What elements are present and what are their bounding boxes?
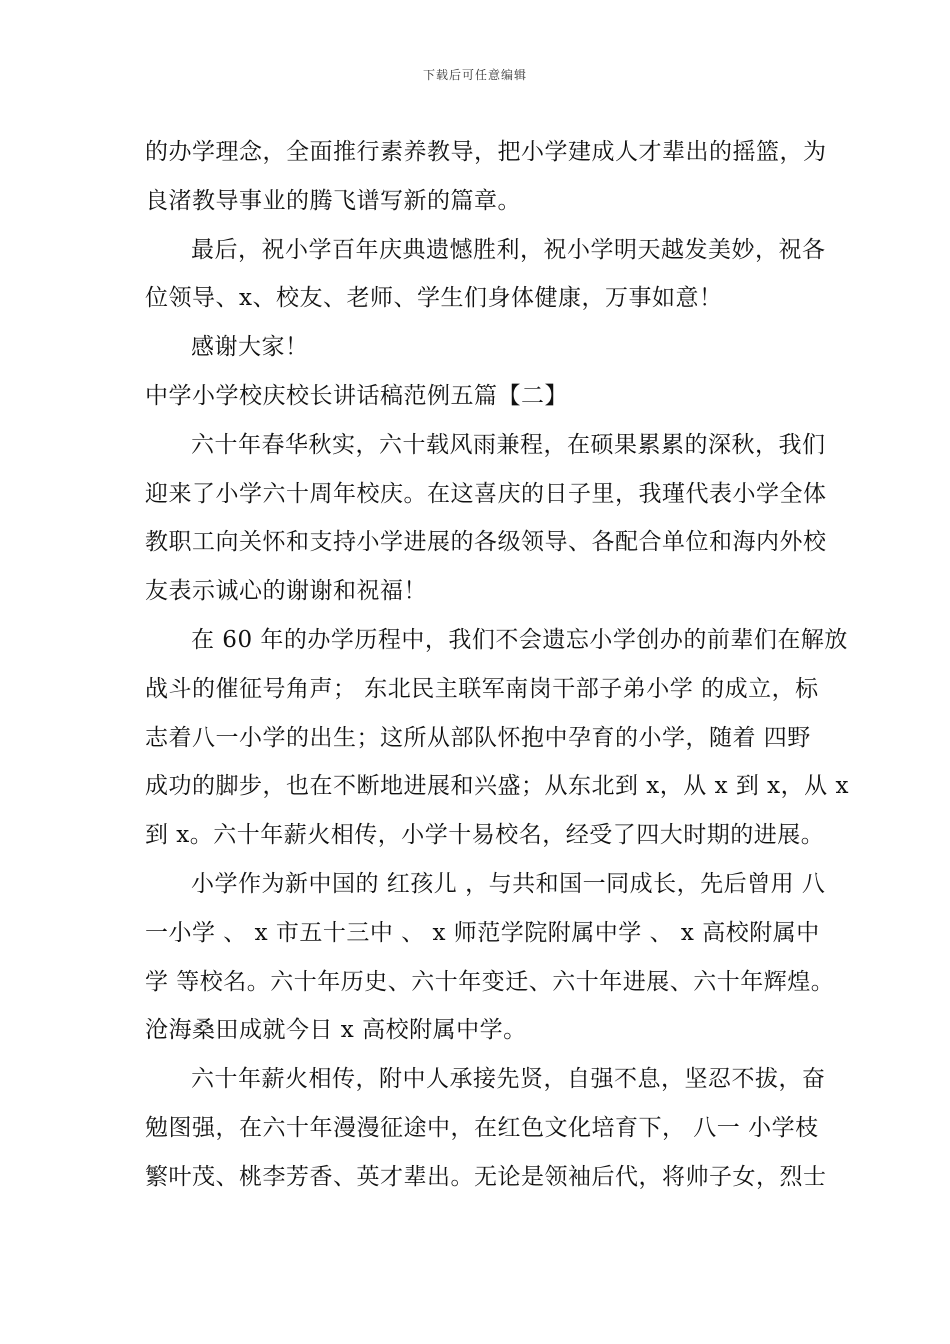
document-body	[145, 128, 849, 1202]
text-line: 的办学理念，全面推行素养教导，把小学建成人才辈出的摇篮，为	[145, 139, 827, 165]
text-line: 教职工向关怀和支持小学进展的各级领导、各配合单位和海内外校	[145, 529, 827, 556]
text-line: 到 x。六十年薪火相传，小学十易校名，经受了四大时期的进展。	[145, 822, 825, 849]
text-line: 位领导、x、校友、老师、学生们身体健康，万事如意！	[145, 285, 723, 312]
page-header-note: 下载后可任意编辑	[422, 68, 527, 82]
text-line: 繁叶茂、桃李芳香、英才辈出。无论是领袖后代，将帅子女，烈士	[145, 1163, 827, 1190]
text-line: 学 等校名。六十年历史、六十年变迁、六十年进展、六十年辉煌。	[145, 968, 835, 995]
text-line: 最后，祝小学百年庆典遗憾胜利，祝小学明天越发美妙，祝各	[191, 236, 826, 263]
text-line: 战斗的催征号角声； 东北民主联军南岗干部子弟小学 的成立，标	[145, 675, 819, 702]
text-line: 小学作为新中国的 红孩儿 ，与共和国一同成长，先后曾用 八	[191, 870, 826, 897]
text-line: 迎来了小学六十周年校庆。在这喜庆的日子里，我瑾代表小学全体	[145, 480, 827, 507]
text-line: 成功的脚步，也在不断地进展和兴盛；从东北到 x，从 x 到 x，从 x	[145, 773, 849, 800]
text-line: 六十年春华秋实，六十载风雨兼程，在硕果累累的深秋，我们	[191, 431, 826, 458]
text-line: 感谢大家！	[191, 334, 309, 361]
text-line: 勉图强，在六十年漫漫征途中，在红色文化培育下， 八一 小学枝	[145, 1114, 819, 1141]
text-line: 志着八一小学的出生；这所从部队怀抱中孕育的小学，随着 四野	[145, 724, 811, 751]
text-line: 沧海桑田成就今日 x 高校附属中学。	[145, 1017, 527, 1044]
text-line: 一小学 、 x 市五十三中 、 x 师范学院附属中学 、 x 高校附属中	[145, 919, 820, 946]
text-line: 良渚教导事业的腾飞谱写新的篇章。	[145, 187, 521, 214]
section-heading: 中学小学校庆校长讲话稿范例五篇【二】	[145, 382, 568, 409]
text-line: 友表示诚心的谢谢和祝福！	[145, 578, 427, 605]
text-line: 六十年薪火相传，附中人承接先贤，自强不息，坚忍不拔，奋	[191, 1066, 826, 1093]
text-line: 在 60 年的办学历程中，我们不会遗忘小学创办的前辈们在解放	[191, 626, 848, 653]
